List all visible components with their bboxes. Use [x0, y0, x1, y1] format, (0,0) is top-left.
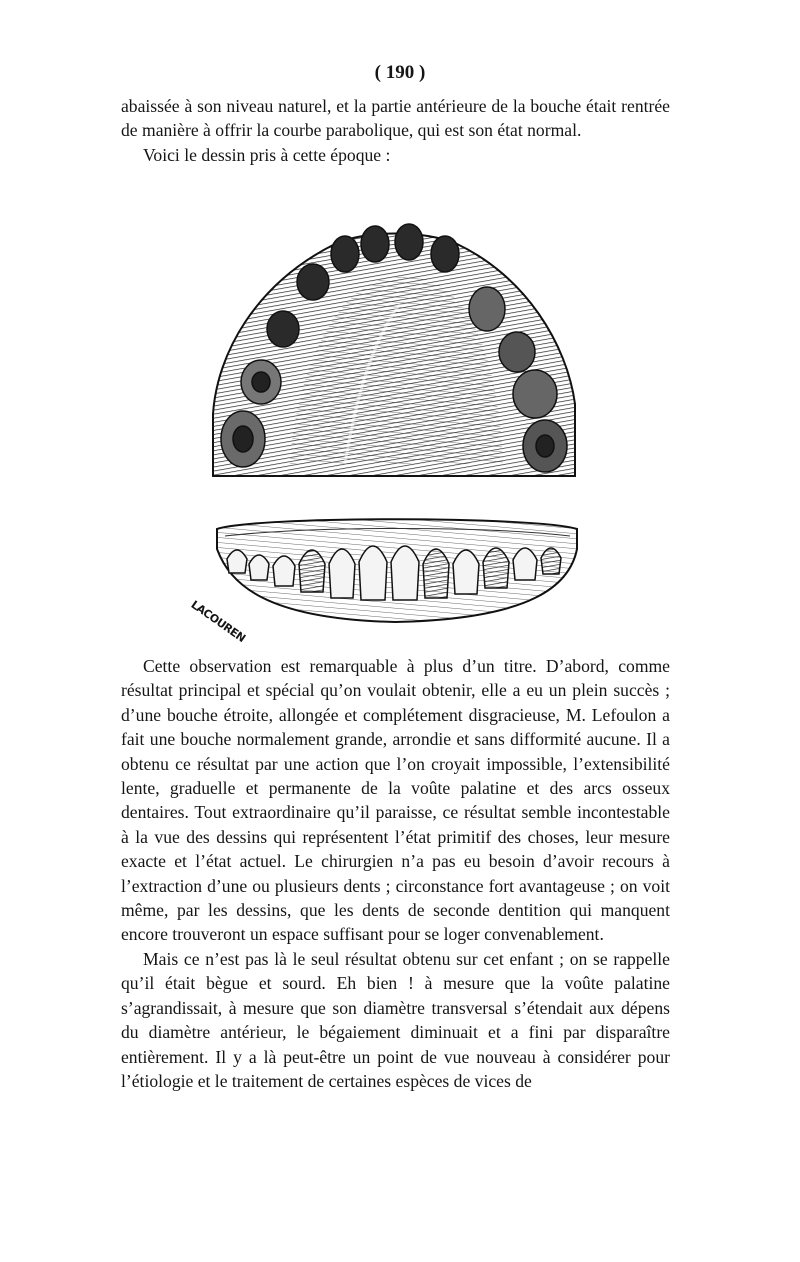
lower-jaw [217, 519, 577, 622]
engraver-signature: LACOUREN [188, 598, 248, 645]
dental-cast-drawing [195, 214, 595, 634]
paragraph: abaissée à son niveau naturel, et la partie antérieure de la bouche était rentrée de manière à offrir la courbe parabolique, qui est son état normal. [121, 96, 670, 141]
upper-jaw [213, 224, 575, 476]
page-number: ( 190 ) [374, 62, 426, 83]
text-block-bottom [121, 654, 670, 1093]
dental-cast-illustration [195, 214, 595, 634]
paragraph: Voici le dessin pris à cette époque : [143, 144, 391, 165]
paragraph: Cette observation est remarquable à plus d’un titre. D’abord, comme résultat principal et spécial qu’on voulait obtenir, elle a eu un plein succès ; d’une bouche étroite, allongée et complétement disgracieuse, M. Lefoulon a fait une bouche normalement grande, arrondie et sans difformité aucune. Il a obtenu ce résultat par une action que l’on croyait impossible, l’extensibilité lente, graduelle et permanente de la voûte palatine et des arcs osseux dentaires. Tout extraordinaire qu’il paraisse, ce résultat semble incontestable à la vue des dessins qui représentent l’état primitif des choses, leur mesure exacte et l’état actuel. Le chirurgien n’a pas eu besoin d’avoir recours à l’extraction d’une ou plusieurs dents ; circonstance fort avantageuse ; on voit même, par les dessins, que les dents de seconde dentition qui manquent encore trouveront un espace suffisant pour se loger convenablement. [121, 656, 670, 945]
text-block-top [121, 94, 670, 167]
paragraph: Mais ce n’est pas là le seul résultat obtenu sur cet enfant ; on se rappelle qu’il était bègue et sourd. Eh bien ! à mesure que la voûte palatine s’agrandissait, à mesure que son diamètre transversal s’étendait aux dépens du diamètre antérieur, le bégaiement diminuait et a fini par disparaître entièrement. Il y a là peut-être un point de vue nouveau à considérer pour l’étiologie et le traitement de certaines espèces de vices de [121, 948, 670, 1091]
